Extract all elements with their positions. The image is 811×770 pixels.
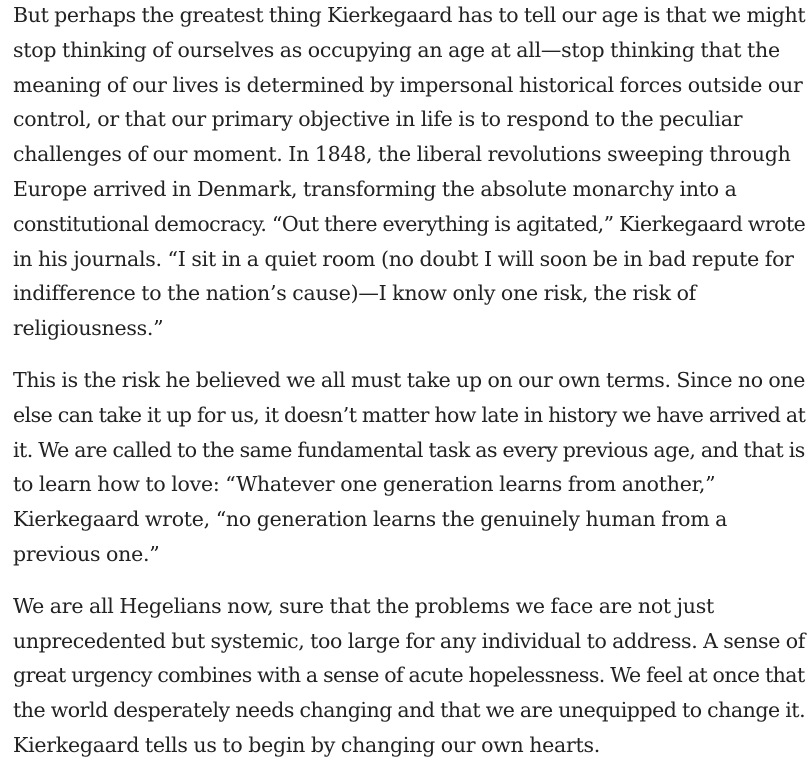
text-line: Europe arrived in Denmark, transforming the absolute monarchy into a bbox=[13, 176, 737, 201]
text-line: But perhaps the greatest thing Kierkegaard has to tell our age is that we might bbox=[13, 3, 806, 27]
text-line: to learn how to love: “Whatever one generation learns from another,” bbox=[13, 472, 716, 497]
text-line: indifference to the nation’s cause)—I know only one risk, the risk of bbox=[13, 281, 697, 306]
paragraph-3 bbox=[13, 589, 806, 763]
paragraph-2 bbox=[13, 363, 806, 572]
text-line: Kierkegaard tells us to begin by changing our own hearts. bbox=[13, 732, 601, 757]
text-line: the world desperately needs changing and that we are unequipped to change it. bbox=[13, 698, 806, 723]
text-line: We are all Hegelians now, sure that the problems we face are not just bbox=[13, 593, 714, 618]
text-line: control, or that our primary objective in life is to respond to the peculiar bbox=[13, 107, 743, 132]
text-line: challenges of our moment. In 1848, the liberal revolutions sweeping through bbox=[13, 142, 791, 167]
text-line: it. We are called to the same fundamental task as every previous age, and that is bbox=[13, 437, 805, 462]
text-line: else can take it up for us, it doesn’t matter how late in history we have arrived at bbox=[13, 402, 806, 427]
text-line: in his journals. “I sit in a quiet room (no doubt I will soon be in bad repute for bbox=[13, 246, 794, 271]
text-line: previous one.” bbox=[13, 541, 160, 566]
text-line: Kierkegaard wrote, “no generation learns the genuinely human from a bbox=[13, 507, 728, 532]
text-line: unprecedented but systemic, too large for any individual to address. A sense of bbox=[13, 628, 805, 653]
text-line: religiousness.” bbox=[13, 316, 164, 341]
text-line: stop thinking of ourselves as occupying an age at all—stop thinking that the bbox=[13, 37, 780, 62]
text-line: constitutional democracy. “Out there everything is agitated,” Kierkegaard wrote bbox=[13, 211, 806, 236]
text-line: meaning of our lives is determined by impersonal historical forces outside our bbox=[13, 72, 803, 97]
text-line: great urgency combines with a sense of acute hopelessness. We feel at once that bbox=[13, 663, 805, 688]
paragraph-1 bbox=[13, 0, 806, 346]
text-line: This is the risk he believed we all must take up on our own terms. Since no one bbox=[13, 367, 806, 392]
